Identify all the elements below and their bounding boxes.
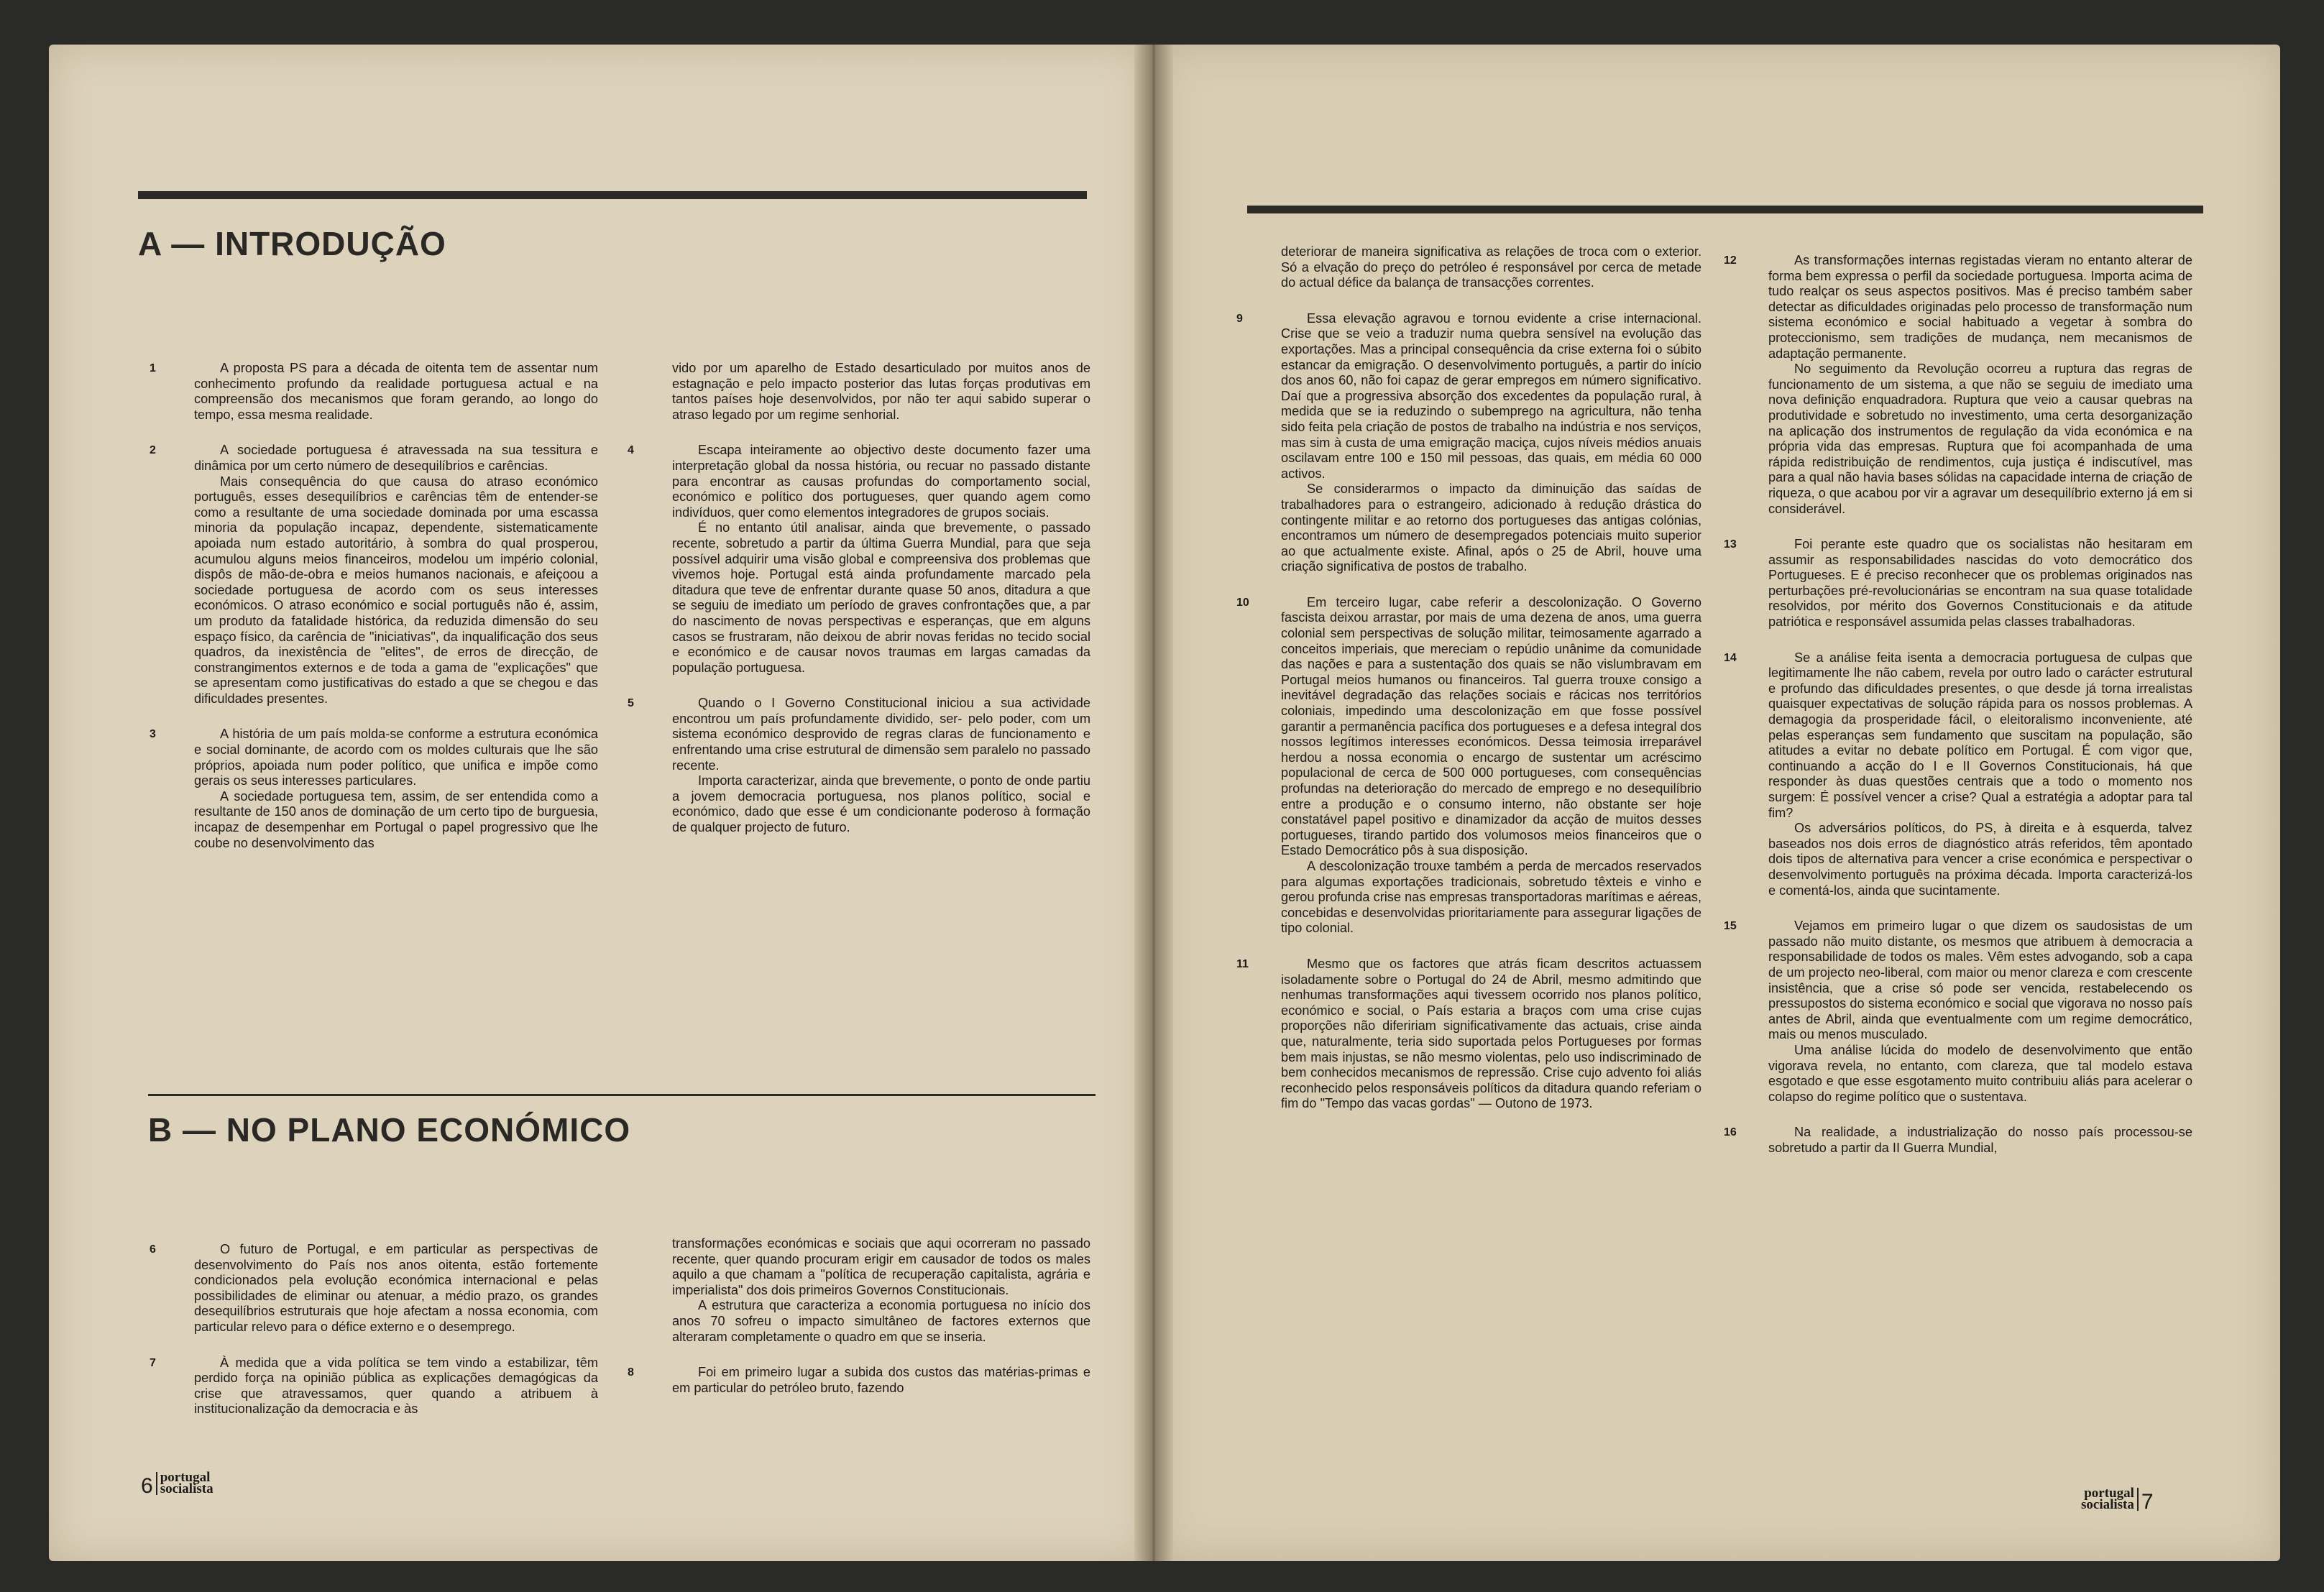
brand-logo-left (156, 1472, 213, 1495)
brand-line2-left: socialista (160, 1481, 213, 1496)
paragraph: Escapa inteiramente ao objectivo deste documento fazer uma interpretação global da nossa história, ou recuar no passado distante para encontrar as causas profundas do comportamento social, económico e político dos portugueses, quer quando agem como indivíduos, quer como elementos integradores de grupos sociais. (672, 443, 1090, 520)
paragraph: Mais consequência do que causa do atraso económico português, esses desequilíbrios e carências têm de entender-se como a resultante de uma sociedade dominada por uma escassa minoria da população incapaz, dependente, sistematicamente apoiada num estado autoritário, à sombra do qual prosperou, acumulou alguns meios financeiros, modelou um império colonial, dispôs de mão-de-obra e meios humanos nacionais, e afeiçoou a sociedade portuguesa de acordo com os seus interesses económicos. O atraso económico e social português não é, assim, um produto da fatalidade histórica, da reduzida dimensão do seu espaço físico, da carência de "iniciativas", da inqualificação dos seus quadros, da inexistência de "elites", de erros de direcção, de constrangimentos externos e de toda a gama de "explicações" que se apresentam como justificativas do estado a que se chegou e das dificuldades presentes. (194, 474, 598, 706)
paragraph: O futuro de Portugal, e em particular as perspectivas de desenvolvimento do País nos anos oitenta, estão fortemente condicionados pela evolução económica internacional e pelas possibilidades de eliminar ou atenuar, a médio prazo, os grandes desequilíbrios estruturais que hoje afectam a nossa economia, com particular relevo para o défice externo e o desemprego. (194, 1242, 598, 1334)
left-column-3 (150, 1242, 598, 1437)
page-number-right: 7 (2141, 1490, 2154, 1514)
left-column-1 (150, 361, 598, 871)
right-column-2 (1724, 253, 2192, 1176)
numbered-section (150, 727, 598, 851)
paragraph: Na realidade, a industrialização do nosso país processou-se sobretudo a partir da II Guerra Mundial, (1768, 1125, 2192, 1155)
top-rule-right (1247, 206, 2203, 213)
paragraph: Uma análise lúcida do modelo de desenvolvimento que então vigorava revela, no entanto, com clareza, que tal modelo estava esgotado e que esse esgotamento muito contribuiu aliás para acelerar o colapso do regime político que o sustentava. (1768, 1042, 2192, 1104)
paragraph: Os adversários políticos, do PS, à direita e à esquerda, talvez baseados nos dois erros de diagnóstico atrás referidos, têm apontado dois tipos de alternativa para vencer a crise económica e perspectivar o desenvolvimento português na próxima década. Importa caracterizá-los e comentá-los, ainda que sucintamente. (1768, 821, 2192, 898)
numbered-section (1236, 956, 1701, 1112)
section-number: 9 (1236, 312, 1243, 325)
paragraph: É no entanto útil analisar, ainda que brevemente, o passado recente, sobretudo a partir da última Guerra Mundial, para que seja possível adquirir uma visão global e compreensiva dos problemas que vivemos hoje. Portugal está ainda profundamente marcado pela ditadura que teve de enfrentar durante quase 50 anos, ditadura a que se seguiu de imediato um período de graves confrontações que, a par do nascimento de novas perspectivas e esperanças, que em alguns casos se frustraram, não deixou de abrir novas feridas no tecido social e económico e de causar novos traumas em largas camadas da população portuguesa. (672, 520, 1090, 675)
paragraph: Importa caracterizar, ainda que brevemente, o ponto de onde partiu a jovem democracia portuguesa, nos planos político, social e económico, dado que esse é um condicionante poderoso à formação de qualquer projecto de futuro. (672, 773, 1090, 835)
numbered-section (1724, 537, 2192, 630)
brand-line2-right: socialista (2081, 1497, 2134, 1512)
section-number: 8 (628, 1366, 634, 1379)
paragraph: A sociedade portuguesa é atravessada na sua tessitura e dinâmica por um certo número de desequilíbrios e carências. (194, 443, 598, 473)
paragraph: Foi em primeiro lugar a subida dos custos das matérias-primas e em particular do petróleo bruto, fazendo (672, 1365, 1090, 1395)
right-footer (2081, 1488, 2154, 1514)
paragraph: A proposta PS para a década de oitenta tem de assentar num conhecimento profundo da realidade portuguesa actual e na compreensão dos mecanismos que foram gerando, ao longo do tempo, essa mesma realidade. (194, 361, 598, 422)
section-number: 10 (1236, 596, 1249, 609)
section-number: 3 (150, 728, 156, 741)
numbered-section (672, 1236, 1090, 1345)
paragraph: No seguimento da Revolução ocorreu a ruptura das regras de funcionamento de um sistema, a que não se seguiu de imediato uma nova definição enquadradora. Ruptura que veio a causar quebras na produtividade e sobretudo no investimento, uma certa desorganização na aplicação dos instrumentos de regulação da vida económica e na própria vida das empresas. Ruptura que foi acompanhada de uma rápida redistribuição de rendimentos, cuja justiça é indiscutível, mas para a qual não havia bases sólidas na capacidade interna de criação de riqueza, o que acabou por vir a agravar um desequilíbrio externo já em si considerável. (1768, 362, 2192, 516)
section-b-rule (148, 1094, 1096, 1096)
section-number: 5 (628, 697, 634, 710)
left-column-2 (628, 361, 1090, 856)
numbered-section (150, 361, 598, 423)
paragraph: vido por um aparelho de Estado desarticulado por muitos anos de estagnação e pelo impacto posterior das lutas forças produtivas em tantos países hoje desenvolvidos, por não ter aqui sabido superar o atraso legado por um regime senhorial. (672, 361, 1090, 422)
paragraph: À medida que a vida política se tem vindo a estabilizar, têm perdido força na opinião pública as explicações demagógicas da crise que atravessamos, quer quando a atribuem à institucionalização da democracia e às (194, 1355, 598, 1417)
numbered-section (1724, 919, 2192, 1105)
right-column-1 (1236, 244, 1701, 1132)
section-number: 1 (150, 362, 156, 374)
section-number: 11 (1236, 957, 1249, 970)
paragraph: transformações económicas e sociais que aqui ocorreram no passado recente, quer quando procuram erigir em causador de todos os males aquilo a que chamam a "política de recuperação capitalista, agrária e imperialista" dos dois primeiros Governos Constitucionais. (672, 1236, 1090, 1297)
paragraph: Mesmo que os factores que atrás ficam descritos actuassem isoladamente sobre o Portugal do 24 de Abril, mesmo admitindo que nenhumas transformações aqui tivessem ocorrido nos planos político, económico e social, o País estaria a braços com uma crise cujas proporções não difeririam significativamente das actuais, crise ainda que, naturalmente, teria sido suportada pelos Portugueses por formas bem mais injustas, se não mesmo violentas, pelo uso indiscriminado de bem conhecidos mecanismos de repressão. Crise cujo advento foi aliás reconhecido pelos responsáveis políticos da ditadura quando referiam o fim do "Tempo das vacas gordas" — Outono de 1973. (1281, 956, 1701, 1111)
section-number: 14 (1724, 651, 1737, 664)
left-footer (141, 1472, 213, 1499)
top-rule-left (138, 191, 1087, 199)
paragraph: Foi perante este quadro que os socialistas não hesitaram em assumir as responsabilidades nascidas do voto democrático dos Portugueses. E é preciso reconhecer que os problemas originados nas perturbações pré-revolucionárias se encontram na sua quase totalidade resolvidos, por mérito dos Governos Constitucionais e da atitude patriótica e responsável assumida pelas classes trabalhadoras. (1768, 537, 2192, 630)
paragraph: As transformações internas registadas vieram no entanto alterar de forma bem expressa o perfil da sociedade portuguesa. Importa acima de tudo realçar os seus aspectos positivos. Mas é preciso também saber detectar as dificuldades originadas pelo processo de transformação num sistema económico e social habituado a vegetar à sombra do proteccionismo, sem tradições de mudança, nem mecanismos de adaptação permanente. (1768, 253, 2192, 361)
brand-logo-right (2081, 1488, 2139, 1511)
left-column-4 (628, 1236, 1090, 1416)
paragraph: Quando o I Governo Constitucional iniciou a sua actividade encontrou um país profundamente dividido, ser- pelo poder, com um sistema económico desprovido de regras claras de funcionamento e enfrentando uma crise estrutural de dimensão sem paralelo no passado recente. (672, 696, 1090, 773)
numbered-section (150, 443, 598, 707)
section-number: 2 (150, 444, 156, 457)
paragraph: A descolonização trouxe também a perda de mercados reservados para algumas exportações tradicionais, sobretudo têxteis e vinho e gerou profunda crise nas empresas transportadoras marítimas e aéreas, concebidas e desenvolvidas prioritariamente para assegurar ligações de tipo colonial. (1281, 858, 1701, 936)
paragraph: deteriorar de maneira significativa as relações de troca com o exterior. Só a elvação do preço do petróleo é responsável por cerca de metade do actual défice da balança de transacções correntes. (1281, 244, 1701, 290)
paragraph: Essa elevação agravou e tornou evidente a crise internacional. Crise que se veio a traduzir numa quebra sensível na evolução das exportações. Mas a principal consequência da crise externa foi o súbito estancar da emigração. O desenvolvimento português, a partir do início dos anos 60, não foi capaz de gerar empregos em número significativo. Daí que a progressiva absorção dos excedentes da população rural, à medida que se ia reduzindo o subemprego na agricultura, não tenha sido feita pela criação de postos de trabalho na indústria e nos serviços, mas sim à custa de uma emigração maciça, cujos níveis médios anuais oscilavam entre 100 e 150 mil pessoas, das quais, em média 60 000 activos. (1281, 310, 1701, 481)
section-number: 4 (628, 444, 634, 457)
numbered-section (628, 696, 1090, 835)
section-number: 12 (1724, 254, 1737, 267)
section-number: 15 (1724, 920, 1737, 933)
paragraph: A sociedade portuguesa tem, assim, de ser entendida como a resultante de 150 anos de dominação de um certo tipo de burguesia, incapaz de desempenhar em Portugal o papel progressivo que lhe coube no desenvolvimento das (194, 788, 598, 850)
brand-line1-left: portugal (160, 1470, 211, 1485)
numbered-section (1236, 310, 1701, 575)
numbered-section (1236, 594, 1701, 937)
numbered-section (1724, 1125, 2192, 1156)
numbered-section (628, 443, 1090, 676)
section-a-heading: A — INTRODUÇÃO (138, 225, 446, 262)
brand-line1-right: portugal (2084, 1486, 2134, 1501)
section-number: 13 (1724, 538, 1737, 551)
paragraph: A estrutura que caracteriza a economia portuguesa no início dos anos 70 sofreu o impacto simultâneo de factores externos que alteraram completamente o quadro em que se inseria. (672, 1298, 1090, 1344)
numbered-section (1724, 253, 2192, 517)
section-number: 6 (150, 1243, 156, 1256)
numbered-section (1724, 650, 2192, 899)
section-number: 7 (150, 1356, 156, 1369)
numbered-section (628, 1365, 1090, 1396)
numbered-section (150, 1242, 598, 1335)
section-b-heading: B — NO PLANO ECONÓMICO (148, 1111, 631, 1149)
numbered-section (150, 1355, 598, 1417)
paragraph: Vejamos em primeiro lugar o que dizem os saudosistas de um passado não muito distante, os mesmos que atribuem à democracia a responsabilidade de todos os males. Vêm estes advogando, sob a capa de um projecto neo-liberal, com maior ou menor clareza e com crescente insistência, que a crise só pode ser vencida, restabelecendo os pressupostos do sistema económico e social que vigorava no nosso país antes de Abril, ainda que eventualmente com um regime democrático, mais ou menos musculado. (1768, 919, 2192, 1042)
numbered-section (1281, 244, 1701, 291)
paragraph: Se considerarmos o impacto da diminuição das saídas de trabalhadores para o estrangeiro, adicionado à redução drástica do contingente militar e ao retorno dos portugueses das antigas colónias, encontramos um número de desempregados potenciais muito superior ao que actualmente existe. Afinal, após o 25 de Abril, houve uma criação significativa de postos de trabalho. (1281, 482, 1701, 574)
paragraph: A história de um país molda-se conforme a estrutura económica e social dominante, de acordo com os moldes culturais que lhe são próprios, apoiada num poder político, que unifica e impõe como gerais os seus interesses particulares. (194, 727, 598, 788)
page-number-left: 6 (141, 1474, 153, 1498)
paragraph: Em terceiro lugar, cabe referir a descolonização. O Governo fascista deixou arrastar, por mais de uma dezena de anos, uma guerra colonial sem perspectivas de solução militar, teimosamente agarrado a conceitos imperiais, que mereciam o repúdio unânime da comunidade das nações e para a sustentação dos quais se não vislumbravam em Portugal meios humanos ou financeiros. Tal guerra trouxe consigo a inevitável degradação das relações sociais e rácicas nos territórios coloniais, impedindo uma descolonização em que fosse possível garantir a permanência pacífica dos portugueses e a defesa integral dos nossos legítimos interesses económicos. Dessa teimosia irreparável herdou a nossa economia o encargo de sustentar um acréscimo populacional de cerca de 500 000 portugueses, com consequências profundas na deterioração do mercado de emprego e no desequilíbrio entre a produção e o consumo interno, não obstante ser hoje constatável papel positivo e dinamizador da acção de muitos desses portugueses, tirando partido dos volumosos meios financeiros que o Estado Democrático pôs à sua disposição. (1281, 594, 1701, 858)
section-number: 16 (1724, 1126, 1737, 1139)
numbered-section (672, 361, 1090, 423)
book-gutter (1134, 45, 1173, 1561)
paragraph: Se a análise feita isenta a democracia portuguesa de culpas que legitimamente lhe não cabem, revela por outro lado o carácter estrutural e profundo das dificuldades presentes, o que desde já torna irrealistas quaisquer expectativas de solução rápida para os nossos problemas. A demagogia da prosperidade fácil, o eleitoralismo inconveniente, até pelas esperanças sem fundamento que suscitam na população, são atitudes a evitar no debate político em Portugal. É com vigor que, continuando a acção do I e II Governos Constitucionais, há que responder às duas questões centrais que a todo o momento nos surgem: É possível vencer a crise? Qual a estratégia a adoptar para tal fim? (1768, 650, 2192, 820)
